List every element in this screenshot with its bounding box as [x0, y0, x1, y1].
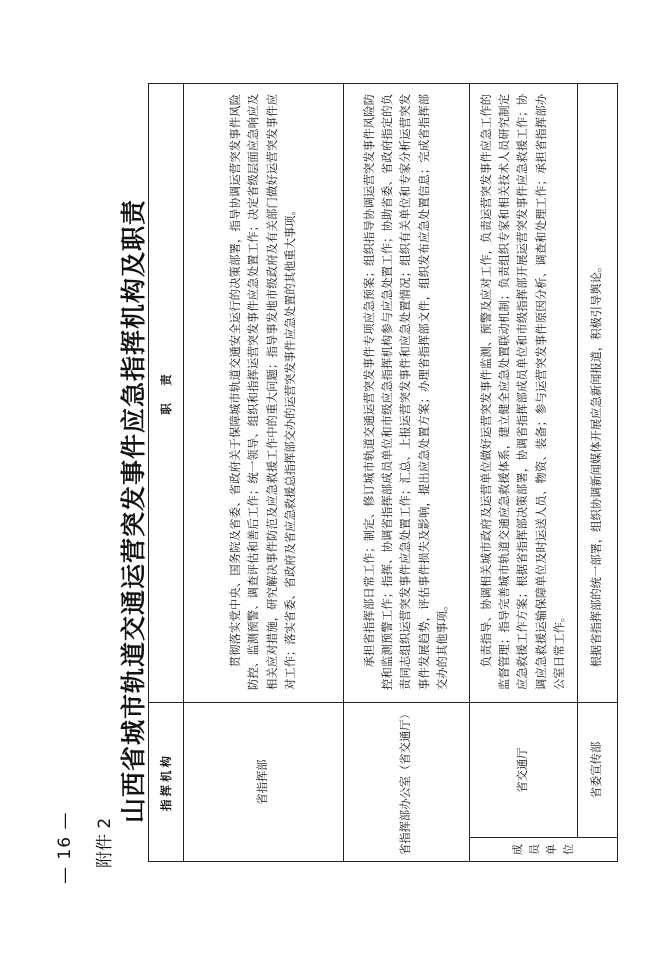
duty-cell	[470, 84, 578, 703]
page-number: — 16 —	[55, 811, 75, 884]
responsibility-table	[148, 83, 618, 862]
duty-text: 贯彻落实党中央、国务院及省委、省政府关于保障城市轨道交通安全运行的决策部署，指导协调运营突发事件风险防控、监测预警、调查评估和善后工作；统一领导、组织和指挥运营突发事件应急处置工作；决定省级层面应急响应及相关应对措施，研究解决事件防范及应急救援工作中的重大问题；指导事发地市级政府及有关部门做好运营突发事件应对工作；落实省委、省政府及省应急救援总指挥部交办的运营突发事件应急处置的其他重大事项。	[229, 94, 297, 690]
org-cell: 省指挥部	[184, 703, 344, 862]
annex-label: 附件 2	[95, 817, 115, 868]
duty-text: 根据省指挥部的统一部署，组织协调新闻媒体开展应急新闻报道，积极引导舆论。	[590, 260, 604, 668]
table-row	[184, 84, 344, 862]
duty-text: 承担省指挥部日常工作；制定、修订城市轨道交通运营突发事件专项应急预案；组织指导协调运营突发事件风险防控和监测预警工作；指挥、协调省指挥部成员单位和市级应急指挥机构参与应急处置工作；协助省委、省政府指定的负责同志组织运营突发事件应急处置工作；汇总、上报运营突发事件和应急处置情况；组织有关单位和专家分析运营突发事件发展趋势，评估事件损失及影响，提出应急处置方案；办理省指挥部文件，组织发布应急处置信息；完成省指挥部交办的其他事项。	[363, 94, 449, 690]
member-units-label: 成员单位	[510, 844, 576, 855]
duty-cell	[578, 84, 618, 703]
document-title: 山西省城市轨道交通运营突发事件应急指挥机构及职责	[119, 198, 148, 823]
table-header-row	[149, 84, 184, 862]
org-cell: 省指挥部办公室（省交通厅）	[344, 703, 470, 862]
table-row	[470, 84, 578, 862]
duty-cell	[184, 84, 344, 703]
org-cell: 省交通厅	[470, 703, 578, 838]
column-header-duty: 职 责	[149, 84, 184, 703]
table-row	[344, 84, 470, 862]
org-cell: 省委宣传部	[578, 703, 618, 838]
duty-text: 负责指导、协调相关城市政府及运营单位做好运营突发事件监测、预警及应对工作，负责运营突发事件应急工作的监督管理；指导完善城市轨道交通应急救援体系，建立健全应急处置联动机制；负责组织专家和相关技术人员研究制定应急救援工作方案；根据省指挥部决策部署，协调省指挥部成员单位和市级指挥部开展运营突发事件应急救援工作；协调应急救援运输保障单位及时运送人员、物资、装备；参与运营突发事件原因分析、调查和处理工作；承担省指挥部办公室日常工作。	[480, 94, 566, 690]
column-header-org: 指挥机构	[149, 703, 184, 862]
member-units-cell	[470, 838, 618, 862]
duty-cell	[344, 84, 470, 703]
table-row	[578, 84, 618, 862]
